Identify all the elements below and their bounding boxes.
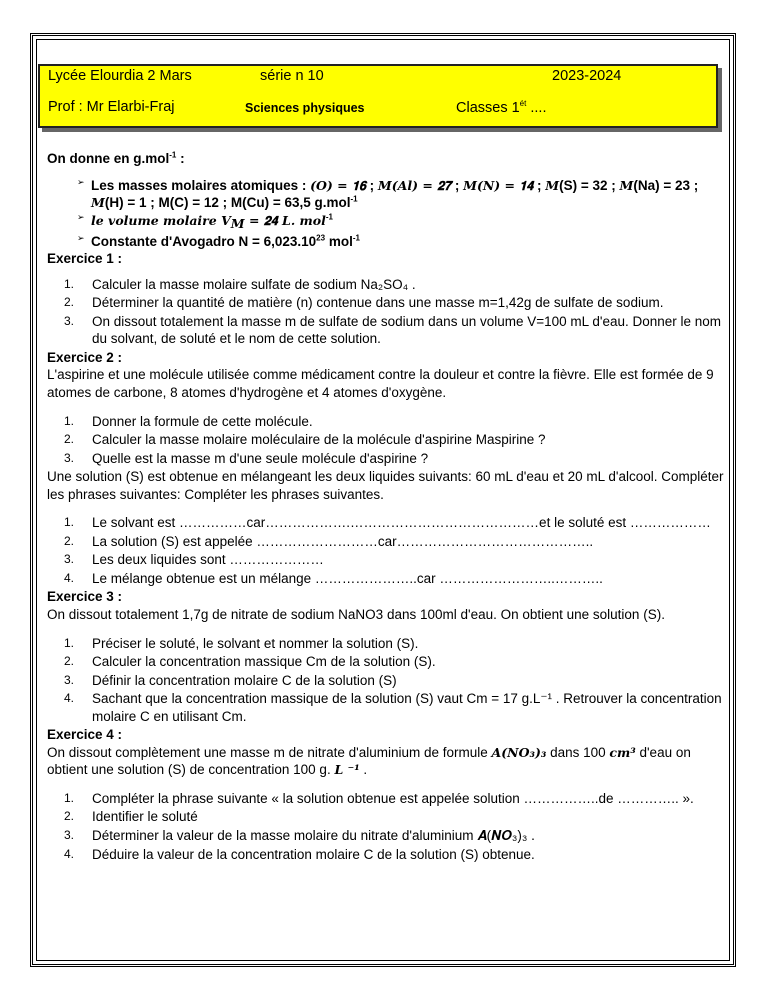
list-item: 2. Calculer la concentration massique Cm de la solution (S). bbox=[64, 654, 436, 670]
exercise-4-title: Exercice 4 : bbox=[47, 727, 123, 743]
list-item: 4. Sachant que la concentration massique de la solution (S) vaut Cm = 17 g.L⁻¹ . Retrouver la concentration molaire C en utilisant Cm. bbox=[64, 691, 722, 724]
exercise-2-intro2: Une solution (S) est obtenue en mélangeant les deux liquides suivants: 60 mL d'eau et 20 mL d'alcool. Compléter les phrases suivantes: Compléter les phrases suivantes. bbox=[47, 469, 724, 502]
list-item: 2. La solution (S) est appelée ………………………car…………………………………….. bbox=[64, 533, 594, 549]
given-intro: On donne en g.mol$^{-1}$ : bbox=[47, 150, 185, 166]
exercise-1-list bbox=[47, 276, 727, 348]
list-item: 3. Les deux liquides sont ………………… bbox=[64, 552, 324, 568]
atomic-masses: ➢ Les masses molaires atomiques : (𝑶) = 𝟏𝟔 ; 𝑴(𝑨𝒍) = 𝟐𝟕 ; 𝑴(𝑵) = 𝟏𝟒 ; 𝑴(S) = 32 ; 𝑴(Na) = 23 ; 𝑴(H) = 1 ; M(C) = 12 ; M(Cu) = 63,5 g.mol$^{-1}$ bbox=[77, 176, 699, 211]
list-item: 2. Calculer la masse molaire moléculaire de la molécule d'aspirine Maspirine ? bbox=[64, 432, 546, 448]
list-item: 1. Préciser le soluté, le solvant et nommer la solution (S). bbox=[64, 635, 419, 651]
list-item: 2. Déterminer la quantité de matière (n) contenue dans une masse m=1,42g de sulfate de sodium. bbox=[64, 295, 664, 311]
exercise-3-intro: On dissout totalement 1,7g de nitrate de sodium NaNO3 dans 100ml d'eau. On obtient une solution (S). bbox=[47, 606, 665, 622]
exercise-4-list bbox=[47, 790, 727, 863]
header-banner bbox=[38, 64, 718, 128]
exercise-1-title: Exercice 1 : bbox=[47, 251, 123, 267]
list-item: 3. Déterminer la valeur de la masse molaire du nitrate d'aluminium 𝑨(𝑵𝑶₃)₃ . bbox=[64, 827, 535, 843]
exercise-2-title: Exercice 2 : bbox=[47, 349, 123, 365]
given-list bbox=[47, 177, 727, 251]
subject-label: Sciences physiques bbox=[245, 101, 365, 115]
list-item: 1. Donner la formule de cette molécule. bbox=[64, 413, 313, 429]
document-body bbox=[47, 150, 727, 864]
list-item: 3. Quelle est la masse m d'une seule molécule d'aspirine ? bbox=[64, 450, 429, 466]
list-item: 1. Compléter la phrase suivante « la solution obtenue est appelée solution ……………..de ………….. ». bbox=[64, 790, 694, 806]
exercise-2-list bbox=[47, 413, 727, 468]
exercise-4-intro: On dissout complètement une masse m de nitrate d'aluminium de formule 𝑨(𝑵𝑶₃)₃ dans 100 𝒄𝒎³ d'eau on obtient une solution (S) de concentration 100 g. 𝑳 ⁻¹ . bbox=[47, 744, 691, 778]
list-item: 3. On dissout totalement la masse m de sulfate de sodium dans un volume V=100 mL d'eau. Donner le nom du solvant, de soluté et le nom de cette solution. bbox=[64, 313, 722, 347]
exercise-3-list bbox=[47, 635, 727, 726]
avogadro-constant: ➢ Constante d'Avogadro $N = 6,023.10^{23}$ mol$^{-1}$ bbox=[77, 232, 360, 249]
molar-volume: ➢ le volume molaire 𝑽$_𝑴$ = 𝟐𝟒 𝑳. 𝒎𝒐𝒍$^{-1}$ bbox=[77, 211, 333, 232]
school-year: 2023-2024 bbox=[552, 68, 622, 84]
exercise-2-intro: L'aspirine et une molécule utilisée comme médicament contre la douleur et contre la fièvre. Elle est formée de 9 atomes de carbone, 8 atomes d'hydrogène et 4 atomes d'oxygène. bbox=[47, 367, 714, 400]
list-item: 1. Calculer la masse molaire sulfate de sodium Na₂SO₄ . bbox=[64, 276, 416, 292]
list-item: 4. Déduire la valeur de la concentration molaire C de la solution (S) obtenue. bbox=[64, 846, 535, 862]
list-item: 3. Définir la concentration molaire C de la solution (S) bbox=[64, 672, 397, 688]
list-item: 4. Le mélange obtenue est un mélange …………………..car ……………………..……….. bbox=[64, 570, 603, 586]
list-item: 1. Le solvant est ……………car……………….……………………………………et le soluté est ……………… bbox=[64, 515, 711, 531]
teacher-name: Prof : Mr Elarbi-Fraj bbox=[48, 99, 175, 115]
classes-label: Classes $1^{ét}$ .... bbox=[456, 99, 547, 116]
list-item: 2. Identifier le soluté bbox=[64, 809, 198, 825]
school-name: Lycée Elourdia 2 Mars bbox=[48, 68, 192, 84]
exercise-2-fill-list bbox=[47, 514, 727, 587]
exercise-3-title: Exercice 3 : bbox=[47, 589, 123, 605]
series-label: série n 10 bbox=[260, 68, 324, 84]
